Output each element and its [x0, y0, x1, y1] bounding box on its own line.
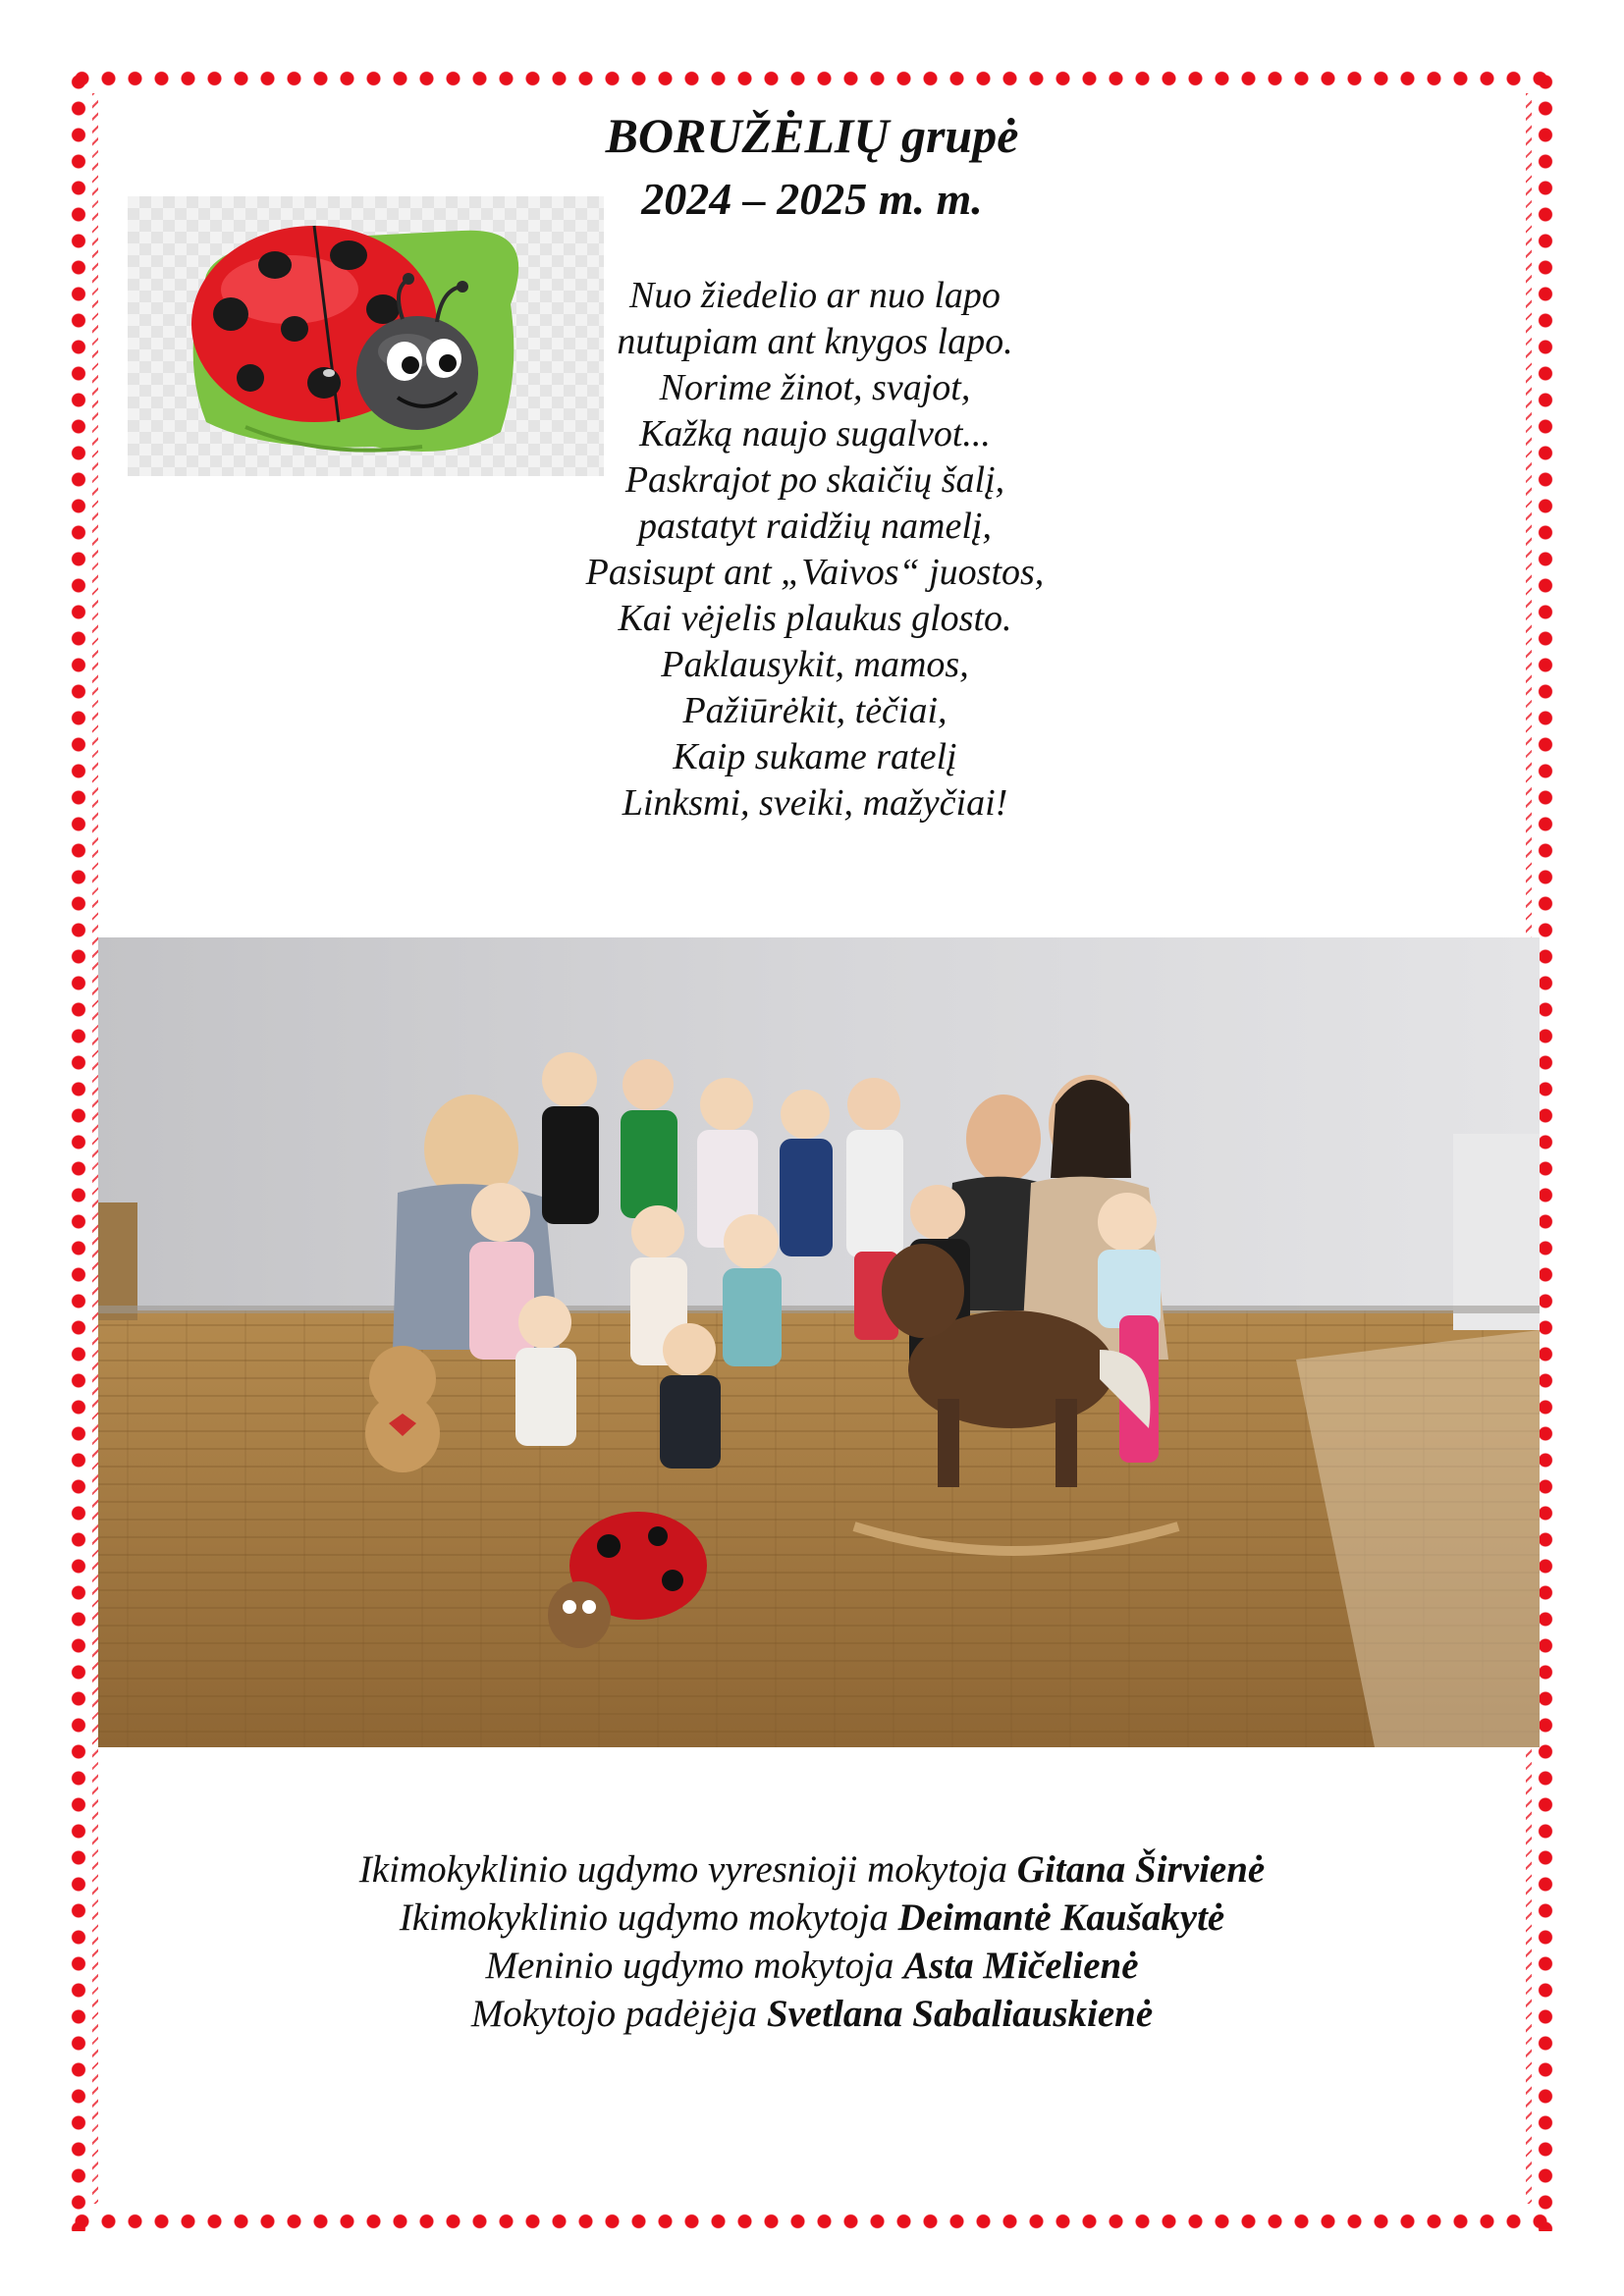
poem-line: Paklausykit, mamos, [661, 644, 969, 685]
poem-line: Paskrajot po skaičių šalį, [624, 459, 1005, 501]
staff-name: Deimantė Kaušakytė [897, 1896, 1225, 1939]
border-top [69, 69, 1555, 88]
poem-line: pastatyt raidžių namelį, [638, 506, 992, 547]
poem-line: Nuo žiedelio ar nuo lapo [629, 275, 1001, 316]
staff-role: Ikimokyklinio ugdymo vyresnioji mokytoja [358, 1848, 1017, 1891]
staff-role: Mokytojo padėjėja [470, 1993, 767, 2035]
poem-line: Kai vėjelis plaukus glosto. [618, 598, 1012, 639]
staff-line [0, 1894, 1624, 1942]
poem-line: Pasisupt ant „Vaivos“ juostos, [585, 552, 1045, 593]
poem-line: Pažiūrėkit, tėčiai, [682, 690, 947, 731]
page-title: BORUŽĖLIŲ grupė [605, 108, 1019, 163]
group-photo [98, 937, 1540, 1747]
poem-line: Kaip sukame ratelį [673, 736, 957, 777]
poem-line: Norime žinot, svajot, [659, 367, 971, 408]
staff-line [0, 1942, 1624, 1990]
staff-line [0, 1990, 1624, 2038]
staff-list [0, 1845, 1624, 2038]
staff-line [0, 1845, 1624, 1894]
poem [422, 273, 1208, 827]
poem-line: Kažką naujo sugalvot... [639, 413, 991, 454]
staff-role: Meninio ugdymo mokytoja [485, 1945, 904, 1987]
staff-name: Svetlana Sabaliauskienė [766, 1993, 1154, 2035]
poem-line: Linksmi, sveiki, mažyčiai! [622, 782, 1008, 824]
border-bottom [69, 2212, 1555, 2231]
staff-role: Ikimokyklinio ugdymo mokytoja [399, 1896, 898, 1939]
school-year: 2024 – 2025 m. m. [641, 174, 983, 224]
staff-name: Gitana Širvienė [1016, 1848, 1266, 1891]
poem-line: nutupiam ant knygos lapo. [617, 321, 1013, 362]
staff-name: Asta Mičelienė [903, 1945, 1139, 1987]
